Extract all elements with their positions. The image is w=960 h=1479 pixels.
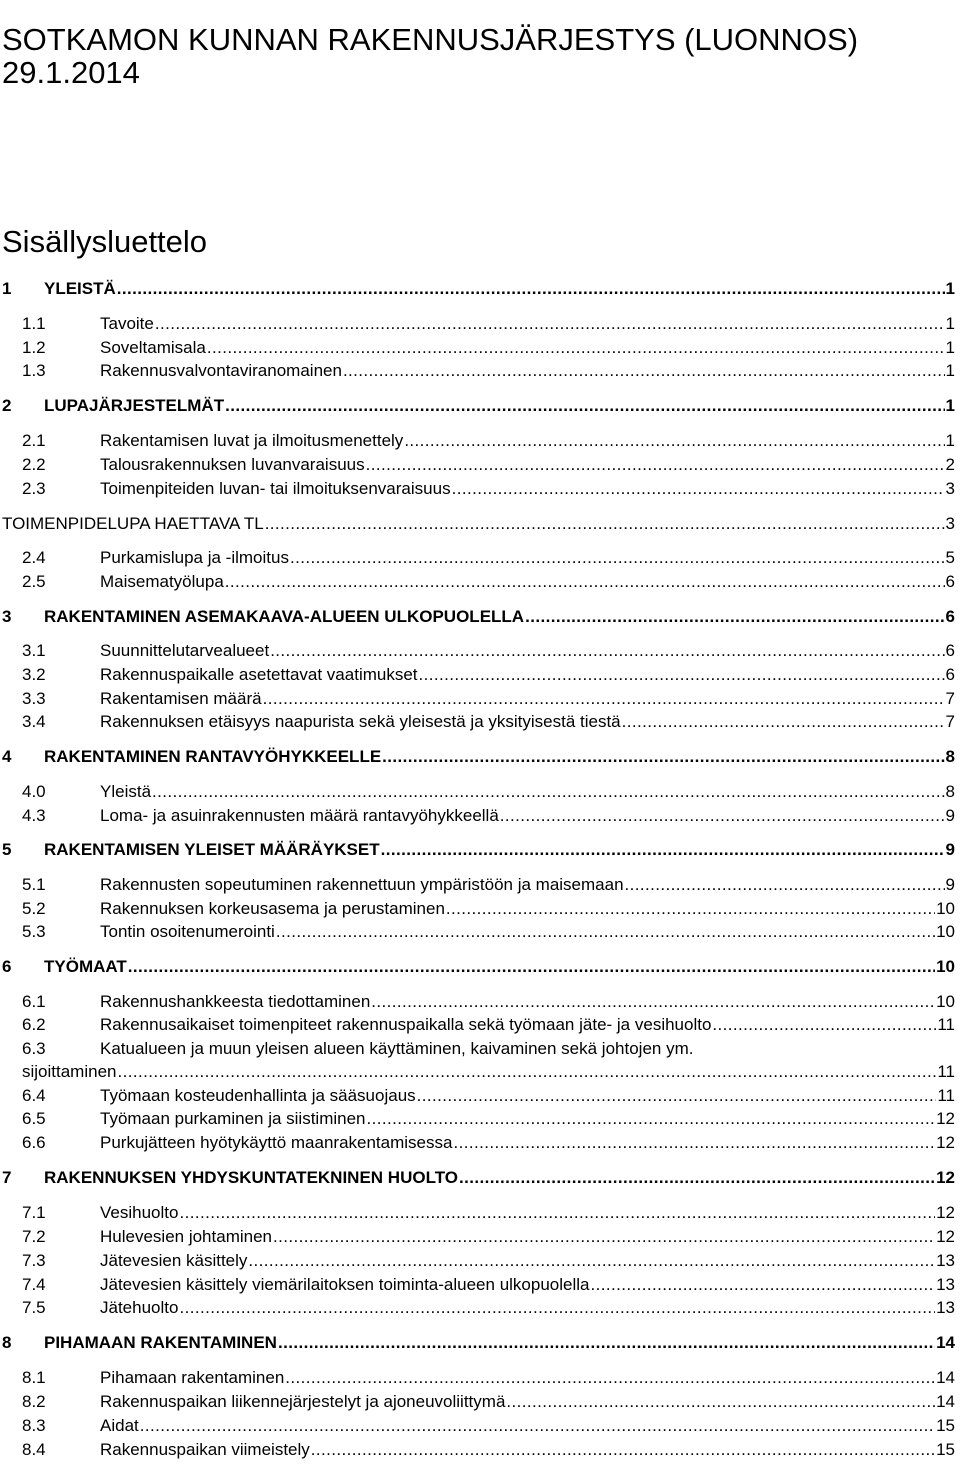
toc-entry-title: Rakennushankkeesta tiedottaminen (100, 992, 371, 1011)
toc-entry-page: 8 (945, 782, 955, 801)
toc-entry-number: 8.1 (22, 1368, 46, 1387)
toc-entry-page: 14 (936, 1392, 955, 1411)
toc-entry[interactable] (0, 920, 955, 942)
toc-entry-page: 11 (937, 1015, 955, 1034)
toc-dot-leader (625, 875, 945, 895)
toc-entry[interactable] (0, 990, 955, 1012)
toc-entry[interactable] (0, 1331, 955, 1353)
toc-entry[interactable] (0, 873, 955, 895)
toc-entry-page: 12 (936, 1203, 955, 1222)
toc-entry-number: 7 (2, 1168, 12, 1187)
toc-dot-leader (371, 992, 935, 1012)
toc-entry-number: 2.4 (22, 548, 46, 567)
toc-entry[interactable] (0, 1037, 955, 1059)
toc-entry-number: 6.2 (22, 1015, 46, 1034)
toc-entry-number: 1 (2, 279, 12, 298)
toc-entry[interactable] (0, 838, 955, 860)
toc-entry-page: 13 (936, 1275, 955, 1294)
toc-dot-leader (265, 514, 945, 534)
toc-entry[interactable] (0, 1225, 955, 1247)
toc-entry-page: 9 (945, 806, 955, 825)
toc-entry-number: 8.2 (22, 1392, 46, 1411)
toc-entry[interactable] (0, 429, 955, 451)
toc-dot-leader (382, 747, 944, 767)
toc-entry[interactable] (0, 277, 955, 299)
toc-entry-title: Yleistä (100, 782, 152, 801)
toc-entry-title: Purkamislupa ja -ilmoitus (100, 548, 289, 567)
toc-entry[interactable] (0, 546, 955, 568)
toc-entry-title: Rakennuspaikalle asetettavat vaatimukset (100, 665, 418, 684)
toc-entry-number: 3.3 (22, 689, 46, 708)
toc-dot-leader (118, 1062, 937, 1082)
toc-entry[interactable] (0, 477, 955, 499)
toc-entry-page: 12 (936, 1133, 955, 1152)
toc-entry[interactable] (0, 687, 955, 709)
toc-entry[interactable] (0, 663, 955, 685)
toc-entry-title: Työmaan purkaminen ja siistiminen (100, 1109, 366, 1128)
toc-entry-title: Aidat (100, 1416, 139, 1435)
toc-dot-leader (622, 712, 945, 732)
toc-entry-page: 13 (936, 1298, 955, 1317)
toc-entry-title: Purkujätteen hyötykäyttö maanrakentamisessa (100, 1133, 453, 1152)
toc-dot-leader (500, 806, 945, 826)
toc-entry[interactable] (0, 955, 955, 977)
toc-entry-title: RAKENNUKSEN YHDYSKUNTATEKNINEN HUOLTO (44, 1168, 459, 1187)
toc-entry-title: Suunnittelutarvealueet (100, 641, 270, 660)
toc-entry-number: 2.5 (22, 572, 46, 591)
toc-entry-number: 5.3 (22, 922, 46, 941)
toc-entry-title: Tontin osoitenumerointi (100, 922, 275, 941)
toc-entry-page: 10 (936, 922, 955, 941)
toc-entry-title: Rakentamisen määrä (100, 689, 262, 708)
toc-dot-leader (404, 431, 944, 451)
toc-entry-title: Soveltamisala (100, 338, 206, 357)
toc-entry[interactable] (0, 1273, 955, 1295)
toc-dot-leader (453, 1133, 935, 1153)
toc-entry-number: 4.0 (22, 782, 46, 801)
toc-entry-number: 6.5 (22, 1109, 46, 1128)
toc-entry-number: 1.2 (22, 338, 46, 357)
toc-dot-leader (117, 279, 945, 299)
toc-heading: Sisällysluettelo (2, 223, 208, 259)
toc-entry-page: 7 (945, 712, 955, 731)
toc-entry[interactable] (0, 804, 955, 826)
toc-dot-leader (459, 1168, 935, 1188)
toc-entry-page: 6 (945, 572, 955, 591)
toc-entry-page: 1 (945, 361, 955, 380)
toc-entry-title: Toimenpiteiden luvan- tai ilmoituksenvaraisuus (100, 479, 451, 498)
toc-entry-title: sijoittaminen (22, 1062, 117, 1081)
toc-entry-number: 4 (2, 747, 12, 766)
toc-entry-page: 8 (945, 747, 955, 766)
toc-entry-number: 7.1 (22, 1203, 46, 1222)
toc-entry-title: RAKENTAMINEN ASEMAKAAVA-ALUEEN ULKOPUOLELLA (44, 607, 525, 626)
toc-entry-page: 11 (937, 1062, 955, 1081)
toc-entry[interactable] (0, 1131, 955, 1153)
toc-entry[interactable] (0, 1107, 955, 1129)
toc-entry-title: Hulevesien johtaminen (100, 1227, 272, 1246)
toc-entry-title: Tavoite (100, 314, 154, 333)
toc-entry[interactable] (0, 394, 955, 416)
toc-entry-page: 14 (936, 1368, 955, 1387)
toc-entry-title: Rakennusvalvontaviranomainen (100, 361, 342, 380)
toc-dot-leader (525, 607, 944, 627)
toc-dot-leader (273, 1227, 935, 1247)
toc-entry[interactable] (0, 1296, 955, 1318)
toc-entry-page: 14 (936, 1333, 955, 1352)
toc-entry-number: 3.1 (22, 641, 46, 660)
toc-entry-title: YLEISTÄ (44, 279, 116, 298)
toc-entry-number: 3.4 (22, 712, 46, 731)
toc-entry[interactable] (0, 1414, 955, 1436)
toc-entry[interactable] (0, 359, 955, 381)
toc-dot-leader (225, 396, 944, 416)
toc-entry-number: 6.1 (22, 992, 46, 1011)
toc-dot-leader (343, 361, 945, 381)
toc-dot-leader (367, 1109, 936, 1129)
toc-entry-number: 5.2 (22, 899, 46, 918)
toc-entry-number: 2.1 (22, 431, 46, 450)
toc-dot-leader (419, 665, 945, 685)
toc-entry-number: 8 (2, 1333, 12, 1352)
toc-entry-page: 9 (945, 840, 955, 859)
toc-entry-number: 1.3 (22, 361, 46, 380)
toc-dot-leader (417, 1086, 937, 1106)
toc-entry-page: 1 (945, 338, 955, 357)
toc-entry-title: Rakennuksen korkeusasema ja perustaminen (100, 899, 445, 918)
toc-entry-page: 1 (945, 431, 955, 450)
toc-entry-title: Vesihuolto (100, 1203, 179, 1222)
toc-entry-number: 3 (2, 607, 12, 626)
toc-entry[interactable] (0, 1013, 955, 1035)
toc-entry-page: 6 (945, 665, 955, 684)
toc-entry-title: Rakennuspaikan liikennejärjestelyt ja ajoneuvoliittymä (100, 1392, 506, 1411)
toc-entry-number: 1.1 (22, 314, 46, 333)
toc-entry-number: 7.3 (22, 1251, 46, 1270)
toc-entry[interactable] (0, 1249, 955, 1271)
toc-entry[interactable] (0, 512, 955, 534)
toc-entry-number: 5 (2, 840, 12, 859)
toc-dot-leader (381, 840, 945, 860)
toc-entry-number: 3.2 (22, 665, 46, 684)
toc-entry-page: 1 (945, 279, 955, 298)
document-title: SOTKAMON KUNNAN RAKENNUSJÄRJESTYS (LUONNOS) 29.1.2014 (2, 21, 859, 90)
toc-dot-leader (285, 1368, 935, 1388)
toc-entry-title: LUPAJÄRJESTELMÄT (44, 396, 225, 415)
toc-dot-leader (590, 1275, 935, 1295)
toc-entry-number: 8.3 (22, 1416, 46, 1435)
toc-entry-page: 6 (945, 607, 955, 626)
toc-entry-title: Jätevesien käsittely viemärilaitoksen toiminta-alueen ulkopuolella (100, 1275, 590, 1294)
toc-entry[interactable] (0, 745, 955, 767)
toc-dot-leader (155, 314, 945, 334)
toc-entry-page: 2 (945, 455, 955, 474)
toc-entry-title: Jätevesien käsittely (100, 1251, 248, 1270)
toc-entry-page: 15 (936, 1440, 955, 1459)
toc-entry[interactable] (0, 605, 955, 627)
toc-entry-title: Jätehuolto (100, 1298, 179, 1317)
toc-entry-page: 7 (945, 689, 955, 708)
toc-entry-page: 5 (945, 548, 955, 567)
toc-entry-number: 4.3 (22, 806, 46, 825)
toc-entry-title: Rakennusaikaiset toimenpiteet rakennuspaikalla sekä työmaan jäte- ja vesihuolto (100, 1015, 712, 1034)
toc-dot-leader (207, 338, 945, 358)
toc-entry[interactable] (0, 1166, 955, 1188)
toc-entry-number: 7.5 (22, 1298, 46, 1317)
toc-entry-title: Katualueen ja muun yleisen alueen käyttäminen, kaivaminen sekä johtojen ym. (100, 1039, 694, 1058)
toc-dot-leader (179, 1203, 935, 1223)
toc-entry[interactable] (0, 780, 955, 802)
toc-entry-page: 10 (936, 899, 955, 918)
toc-dot-leader (152, 782, 945, 802)
toc-entry-title: Rakennuspaikan viimeistely (100, 1440, 310, 1459)
toc-entry-page: 10 (936, 957, 955, 976)
toc-entry-number: 6.4 (22, 1086, 46, 1105)
toc-entry-title: Rakennuksen etäisyys naapurista sekä yleisestä ja yksityisestä tiestä (100, 712, 621, 731)
toc-entry[interactable] (0, 336, 955, 358)
toc-entry-title: TOIMENPIDELUPA HAETTAVA TL (2, 514, 264, 533)
toc-entry-page: 12 (936, 1109, 955, 1128)
toc-entry[interactable] (0, 1060, 955, 1082)
toc-dot-leader (366, 455, 945, 475)
toc-dot-leader (270, 641, 944, 661)
toc-entry[interactable] (0, 570, 955, 592)
toc-entry-number: 7.4 (22, 1275, 46, 1294)
toc-entry-number: 2 (2, 396, 12, 415)
toc-entry[interactable] (0, 1084, 955, 1106)
toc-entry-page: 3 (945, 479, 955, 498)
toc-entry-title: Maisematyölupa (100, 572, 224, 591)
toc-entry-number: 6.3 (22, 1039, 46, 1058)
toc-entry[interactable] (0, 1201, 955, 1223)
toc-entry-page: 12 (936, 1227, 955, 1246)
toc-dot-leader (179, 1298, 935, 1318)
toc-entry[interactable] (0, 453, 955, 475)
toc-dot-leader (311, 1440, 935, 1460)
toc-entry-page: 11 (937, 1086, 955, 1105)
toc-entry-title: TYÖMAAT (44, 957, 127, 976)
toc-dot-leader (248, 1251, 935, 1271)
toc-entry[interactable] (0, 312, 955, 334)
toc-entry-page: 1 (945, 396, 955, 415)
toc-entry-title: RAKENTAMINEN RANTAVYÖHYKKEELLE (44, 747, 382, 766)
toc-dot-leader (712, 1015, 936, 1035)
toc-entry-title: Rakentamisen luvat ja ilmoitusmenettely (100, 431, 404, 450)
toc-dot-leader (225, 572, 945, 592)
toc-dot-leader (278, 1333, 935, 1353)
toc-dot-leader (506, 1392, 935, 1412)
toc-entry-page: 15 (936, 1416, 955, 1435)
toc-entry[interactable] (0, 897, 955, 919)
toc-entry-page: 1 (945, 314, 955, 333)
toc-entry-title: PIHAMAAN RAKENTAMINEN (44, 1333, 277, 1352)
toc-entry-number: 2.2 (22, 455, 46, 474)
toc-entry-page: 3 (945, 514, 955, 533)
toc-entry-title: Talousrakennuksen luvanvaraisuus (100, 455, 365, 474)
toc-entry-number: 7.2 (22, 1227, 46, 1246)
toc-entry-number: 5.1 (22, 875, 46, 894)
toc-entry[interactable] (0, 1390, 955, 1412)
toc-dot-leader (140, 1416, 935, 1436)
toc-dot-leader (128, 957, 935, 977)
toc-entry[interactable] (0, 1366, 955, 1388)
toc-entry-title: Työmaan kosteudenhallinta ja sääsuojaus (100, 1086, 416, 1105)
toc-dot-leader (446, 899, 935, 919)
toc-entry-number: 6.6 (22, 1133, 46, 1152)
toc-entry-page: 9 (945, 875, 955, 894)
toc-entry-title: Loma- ja asuinrakennusten määrä rantavyöhykkeellä (100, 806, 499, 825)
toc-entry-page: 10 (936, 992, 955, 1011)
toc-entry-title: Rakennusten sopeutuminen rakennettuun ympäristöön ja maisemaan (100, 875, 624, 894)
toc-entry-number: 2.3 (22, 479, 46, 498)
toc-entry-number: 8.4 (22, 1440, 46, 1459)
toc-entry-title: Pihamaan rakentaminen (100, 1368, 285, 1387)
toc-dot-leader (452, 479, 945, 499)
toc-entry-page: 6 (945, 641, 955, 660)
toc-dot-leader (263, 689, 945, 709)
toc-dot-leader (290, 548, 945, 568)
toc-entry-page: 13 (936, 1251, 955, 1270)
toc-entry-title: RAKENTAMISEN YLEISET MÄÄRÄYKSET (44, 840, 380, 859)
toc-entry[interactable] (0, 1438, 955, 1460)
toc-dot-leader (276, 922, 935, 942)
toc-entry-page: 12 (936, 1168, 955, 1187)
toc-entry[interactable] (0, 639, 955, 661)
toc-entry-number: 6 (2, 957, 12, 976)
toc-entry[interactable] (0, 710, 955, 732)
